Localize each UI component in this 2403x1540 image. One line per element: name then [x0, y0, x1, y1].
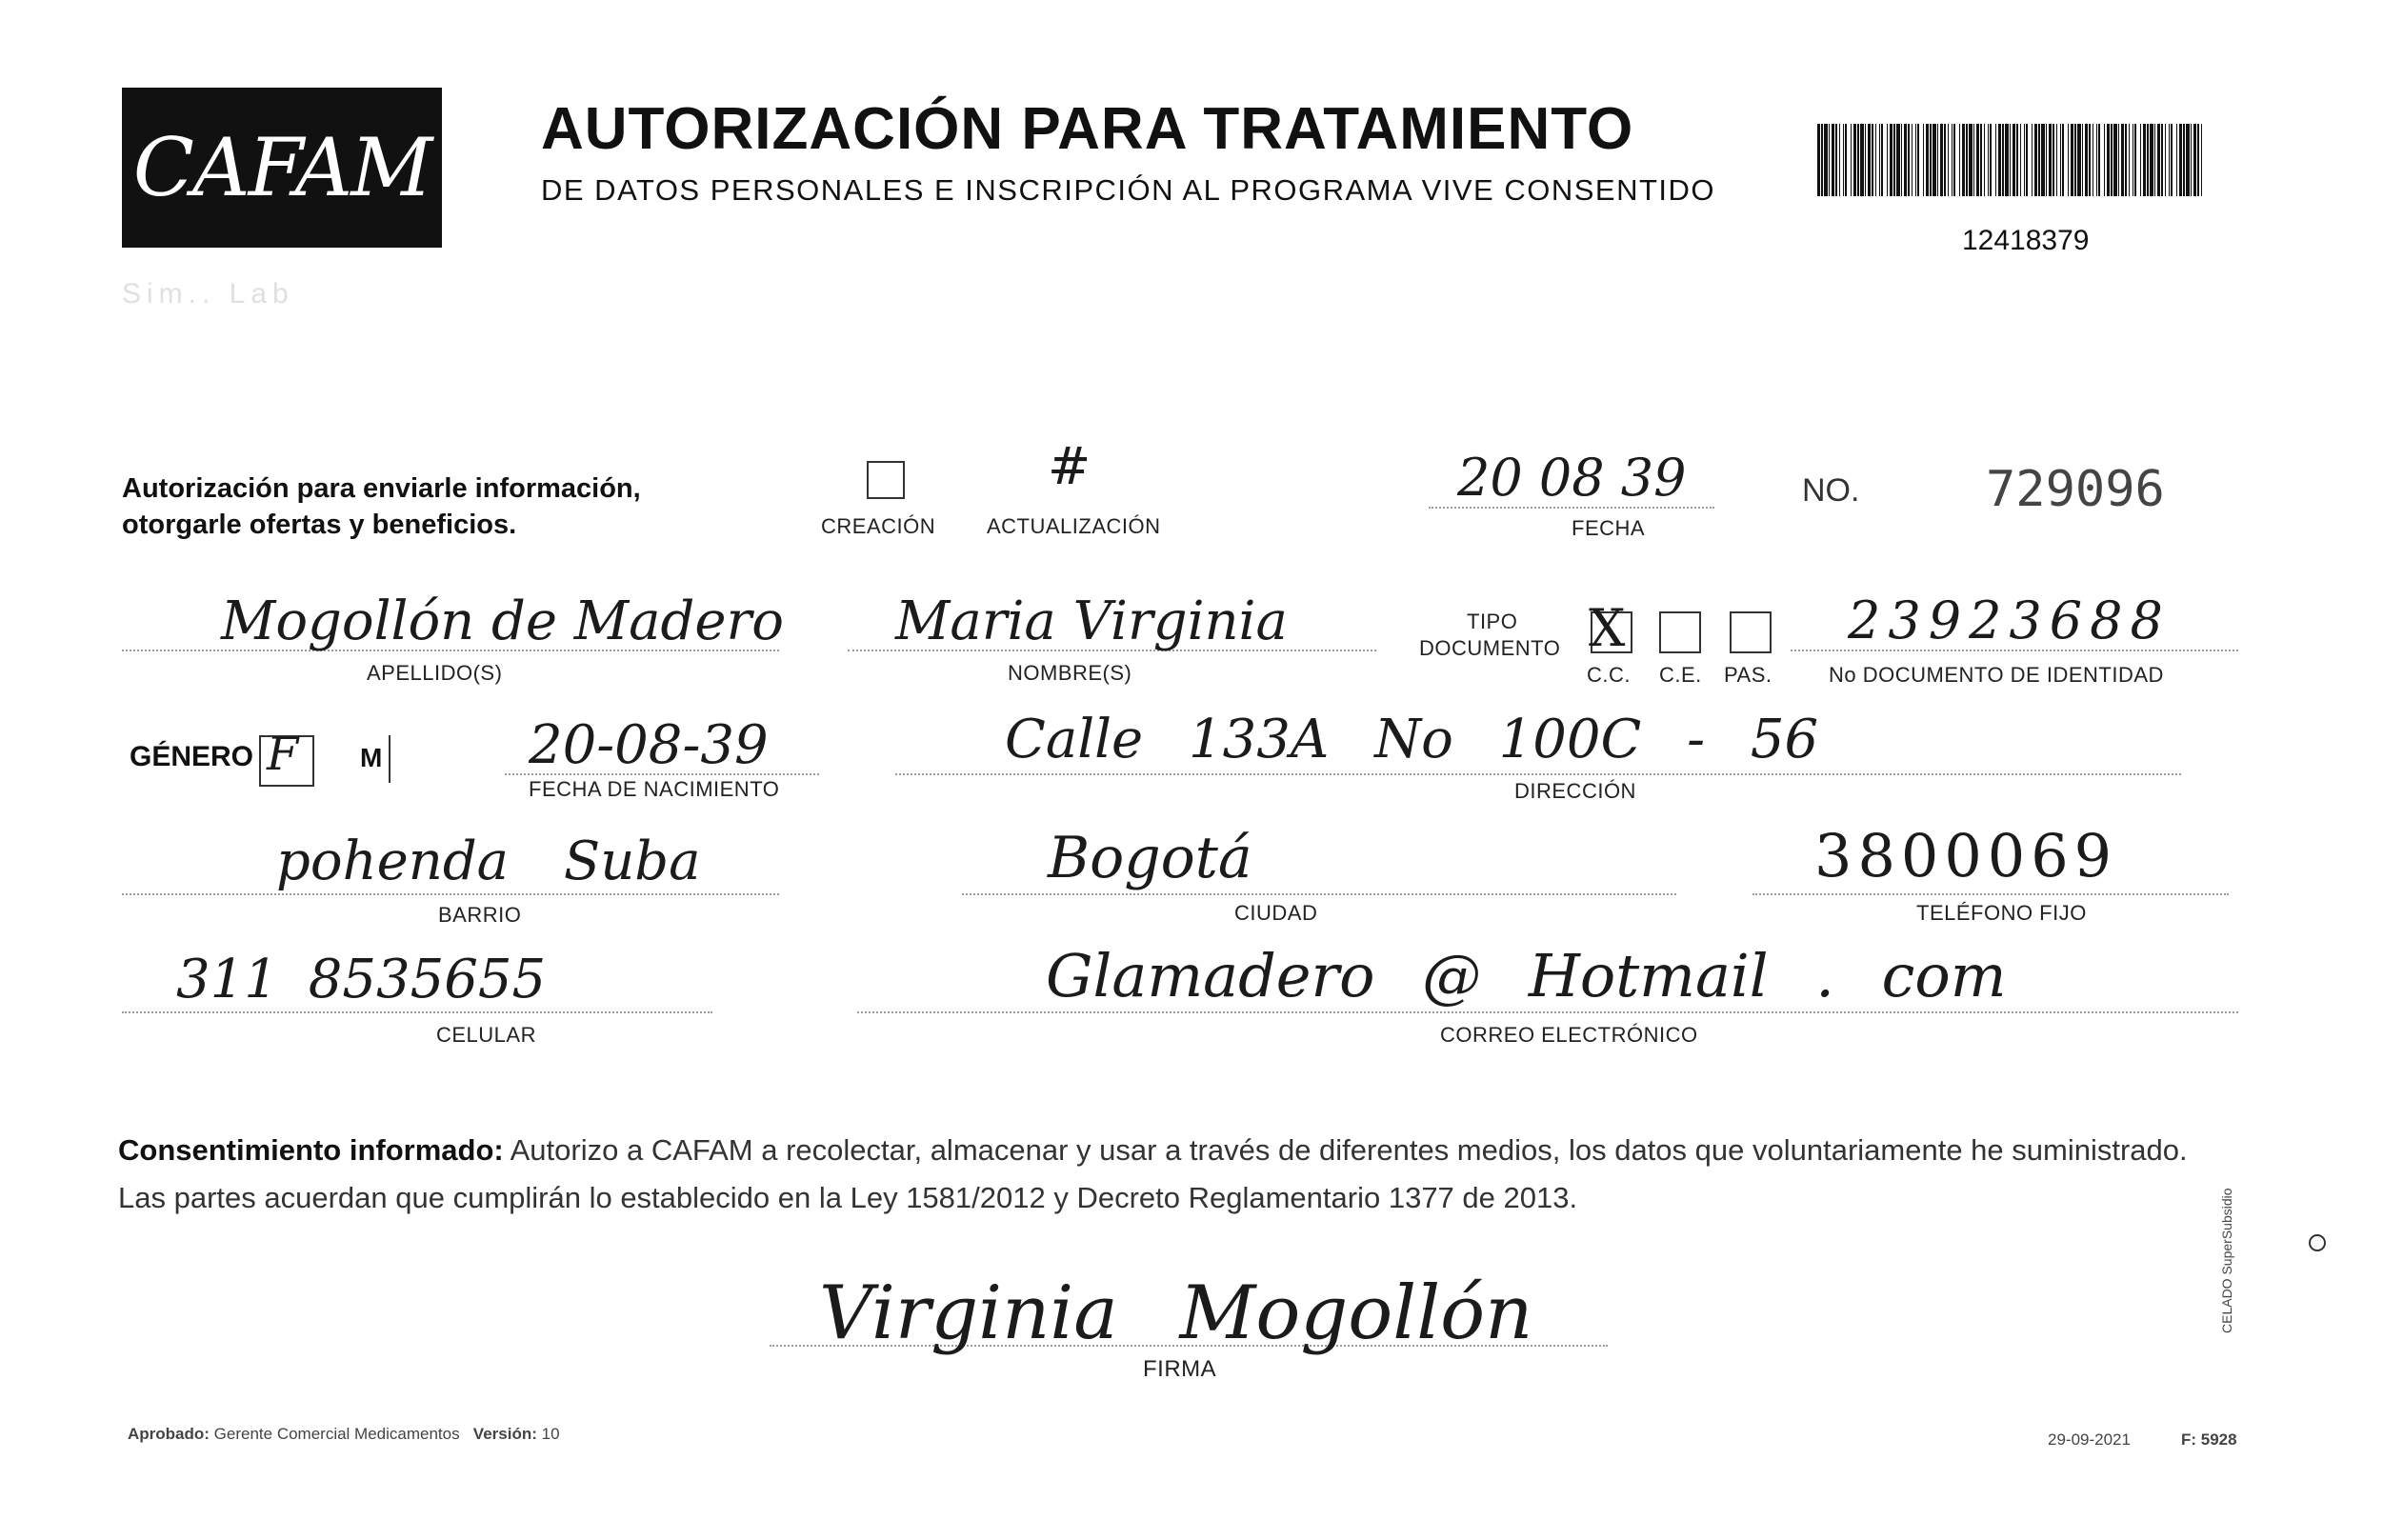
footer-date: 29-09-2021	[2048, 1430, 2131, 1449]
direccion-line	[895, 773, 2181, 775]
barcode-bar	[2134, 124, 2136, 196]
barcode-bar	[2121, 124, 2124, 196]
correo-label: CORREO ELECTRÓNICO	[1440, 1023, 1698, 1047]
nombres-label: NOMBRE(S)	[1008, 661, 1132, 685]
form-number: 729096	[1986, 461, 2165, 518]
barcode-bar	[1944, 124, 1946, 196]
barcode-bar	[2161, 124, 2163, 196]
barcode-bar	[2082, 124, 2083, 196]
barcode-bar	[1904, 124, 1907, 196]
barcode-bar	[2074, 124, 2076, 196]
barrio-value: pohenda Suba	[276, 830, 701, 892]
barcode-bar	[1817, 124, 1820, 196]
ciudad-label: CIUDAD	[1234, 901, 1318, 925]
barcode-bar	[2010, 124, 2011, 196]
correo-value: Glamadero @ Hotmail . com	[1046, 941, 2007, 1010]
authorization-text-line2: otorgarle ofertas y beneficios.	[122, 510, 517, 540]
barcode-bar	[2049, 124, 2052, 196]
barcode-bar	[1881, 124, 1883, 196]
barcode-bar	[1908, 124, 1910, 196]
barcode-bar	[2038, 124, 2040, 196]
barcode-bar	[2107, 124, 2110, 196]
barcode-bar	[2024, 124, 2025, 196]
barcode-bar	[2034, 124, 2037, 196]
barcode-bar	[1865, 124, 1866, 196]
barcode-bar	[1821, 124, 1823, 196]
signature-label: FIRMA	[1143, 1356, 1217, 1382]
barcode-bar	[2118, 124, 2119, 196]
barcode-bar	[1940, 124, 1943, 196]
barcode-bar	[1948, 124, 1949, 196]
doc-number-value: 23923688	[1848, 590, 2171, 650]
barcode-bar	[2104, 124, 2105, 196]
barcode-bar	[2125, 124, 2127, 196]
barcode-bar	[1853, 124, 1856, 196]
barcode-bar	[1845, 124, 1847, 196]
barcode-bar	[1973, 124, 1974, 196]
consent-heading: Consentimiento informado:	[118, 1133, 504, 1167]
apellidos-label: APELLIDO(S)	[367, 661, 503, 685]
barcode-bar	[1995, 124, 1996, 196]
pas-label: PAS.	[1724, 663, 1772, 687]
barcode-bar	[1832, 124, 1834, 196]
barrio-line	[122, 893, 779, 895]
barcode-bar	[2060, 124, 2061, 196]
barcode-bar	[1966, 124, 1968, 196]
barcode-bar	[2016, 124, 2018, 196]
barcode-bar	[2150, 124, 2153, 196]
cafam-logo: CAFAM	[122, 88, 442, 248]
barcode-bar	[2171, 124, 2173, 196]
barcode-bar	[2053, 124, 2054, 196]
pas-checkbox[interactable]	[1730, 611, 1772, 653]
barcode-bar	[2005, 124, 2009, 196]
fecha-line	[1429, 507, 1714, 509]
barcode-bar	[1839, 124, 1840, 196]
ce-label: C.E.	[1659, 663, 1702, 687]
barcode-bar	[2147, 124, 2149, 196]
barcode-bar	[1893, 124, 1895, 196]
barcode-bar	[1926, 124, 1929, 196]
barcode-bar	[1901, 124, 1902, 196]
barcode-bar	[2201, 124, 2202, 196]
consent-text2: Las partes acuerdan que cumplirán lo establecido en la Ley 1581/2012 y Decreto Reglamentario 1377 de 2013.	[118, 1181, 1578, 1214]
apellidos-value: Mogollón de Madero	[221, 590, 785, 652]
barcode-bar	[2157, 124, 2160, 196]
barcode-bar	[2085, 124, 2088, 196]
barcode-bar	[2176, 124, 2177, 196]
barcode-bar	[1980, 124, 1982, 196]
barcode-bar	[1887, 124, 1888, 196]
correo-line	[857, 1011, 2238, 1013]
doc-number-label: No DOCUMENTO DE IDENTIDAD	[1829, 663, 2164, 687]
barcode-bar	[1990, 124, 1992, 196]
aprobado	[128, 1425, 560, 1444]
barcode-bar	[1976, 124, 1979, 196]
barcode-bar	[1879, 124, 1880, 196]
barcode-bar	[1872, 124, 1873, 196]
barcode-bar	[1988, 124, 1989, 196]
ciudad-line	[962, 893, 1676, 895]
barcode-bar	[1868, 124, 1871, 196]
barcode-bar	[1969, 124, 1972, 196]
barcode-bar	[2077, 124, 2081, 196]
barcode-bar	[2169, 124, 2170, 196]
barcode-bar	[1896, 124, 1900, 196]
genero-label: GÉNERO	[130, 741, 254, 772]
barcode-bar	[1937, 124, 1938, 196]
telefono-line	[1752, 893, 2229, 895]
direccion-label: DIRECCIÓN	[1514, 779, 1636, 803]
barcode-bar	[2068, 124, 2069, 196]
form-title: AUTORIZACIÓN PARA TRATAMIENTO	[541, 96, 1634, 162]
barcode-bar	[1932, 124, 1936, 196]
barcode-bar	[2032, 124, 2033, 196]
documento-label: DOCUMENTO	[1419, 636, 1561, 660]
barcode-bar	[1984, 124, 1985, 196]
barcode-bar	[1890, 124, 1892, 196]
barcode-bar	[2140, 124, 2141, 196]
barcode-bar	[2165, 124, 2166, 196]
genero-m-checkbox[interactable]	[389, 735, 394, 783]
barcode-bar	[2129, 124, 2130, 196]
barcode-bar	[2191, 124, 2192, 196]
barcode-bar	[1835, 124, 1837, 196]
cc-label: C.C.	[1587, 663, 1631, 687]
faded-stamp: Sim.. Lab	[122, 278, 294, 310]
consent-text1: Autorizo a CAFAM a recolectar, almacenar y usar a través de diferentes medios, los datos que voluntariamente he suministrado.	[510, 1133, 2188, 1167]
nacimiento-value: 20-08-39	[529, 714, 769, 776]
creacion-label: CREACIÓN	[821, 514, 936, 538]
direccion-value: Calle 133A No 100C - 56	[1005, 709, 1819, 770]
footer-code: F: 5928	[2181, 1430, 2237, 1449]
barcode-bar	[2193, 124, 2196, 196]
nacimiento-label: FECHA DE NACIMIENTO	[529, 777, 780, 801]
barcode-bar	[1959, 124, 1960, 196]
genero-f-mark: F	[267, 728, 299, 781]
cc-mark: X	[1589, 598, 1626, 658]
consent-line1	[118, 1133, 2188, 1168]
barcode-bar	[2096, 124, 2097, 196]
barcode-bar	[2062, 124, 2064, 196]
celular-label: CELULAR	[436, 1023, 536, 1047]
ciudad-value: Bogotá	[1048, 825, 1252, 891]
authorization-text	[122, 470, 641, 543]
barcode-bar	[2089, 124, 2091, 196]
barcode-bar	[1829, 124, 1830, 196]
aprobado-value: Gerente Comercial Medicamentos	[213, 1425, 460, 1443]
barcode-bar	[2183, 124, 2185, 196]
barcode-bar	[2154, 124, 2155, 196]
barcode-bar	[1962, 124, 1965, 196]
barcode-bar	[2041, 124, 2045, 196]
barcode-icon	[1817, 124, 2202, 196]
barcode-bar	[2046, 124, 2047, 196]
barcode-bar	[1998, 124, 2001, 196]
barcode-bar	[1857, 124, 1859, 196]
actualizacion-mark: #	[1048, 436, 1091, 496]
nombres-value: Maria Virginia	[895, 590, 1288, 652]
barcode-bar	[2071, 124, 2073, 196]
barcode-bar	[1930, 124, 1932, 196]
creacion-checkbox[interactable]	[867, 461, 905, 499]
celular-line	[122, 1011, 712, 1013]
barrio-label: BARRIO	[438, 903, 522, 927]
fecha-value: 20 08 39	[1457, 448, 1687, 508]
barcode-bar	[1917, 124, 1919, 196]
signature-value: Virginia Mogollón	[819, 1270, 1533, 1356]
celular-value: 311 8535655	[176, 949, 547, 1010]
barcode-bar	[2113, 124, 2117, 196]
barcode-bar	[2143, 124, 2146, 196]
side-text: CELADO SuperSubsidio	[2219, 1188, 2234, 1333]
authorization-text-line1: Autorización para enviarle información,	[122, 473, 641, 504]
barcode-bar	[2056, 124, 2057, 196]
barcode-bar	[1843, 124, 1844, 196]
form-subtitle: DE DATOS PERSONALES E INSCRIPCIÓN AL PROGRAMA VIVE CONSENTIDO	[541, 173, 1716, 207]
barcode-bar	[2197, 124, 2199, 196]
barcode-bar	[1851, 124, 1852, 196]
actualizacion-label: ACTUALIZACIÓN	[987, 514, 1161, 538]
barcode-number: 12418379	[1962, 225, 2090, 256]
telefono-value: 3800069	[1814, 821, 2118, 890]
barcode-bar	[1824, 124, 1828, 196]
version-value: 10	[541, 1425, 560, 1443]
barcode-bar	[2020, 124, 2021, 196]
barcode-bar	[2026, 124, 2028, 196]
barcode-bar	[1953, 124, 1955, 196]
barcode-bar	[1860, 124, 1864, 196]
ce-checkbox[interactable]	[1659, 611, 1701, 653]
version-label: Versión:	[472, 1425, 537, 1443]
tipo-label: TIPO	[1467, 610, 1518, 633]
barcode-bar	[1875, 124, 1876, 196]
barcode-bar	[2013, 124, 2015, 196]
side-seal-icon	[2309, 1234, 2326, 1251]
telefono-label: TELÉFONO FIJO	[1916, 901, 2087, 925]
barcode-bar	[2098, 124, 2100, 196]
barcode-bar	[1923, 124, 1924, 196]
barcode-bar	[2002, 124, 2004, 196]
barcode-bar	[2179, 124, 2182, 196]
no-label: NO.	[1802, 472, 1860, 509]
barcode-bar	[1915, 124, 1916, 196]
fecha-label: FECHA	[1572, 516, 1646, 540]
barcode-bar	[2111, 124, 2113, 196]
aprobado-label: Aprobado:	[128, 1425, 210, 1443]
barcode-bar	[2186, 124, 2190, 196]
genero-m-label: M	[360, 743, 383, 772]
